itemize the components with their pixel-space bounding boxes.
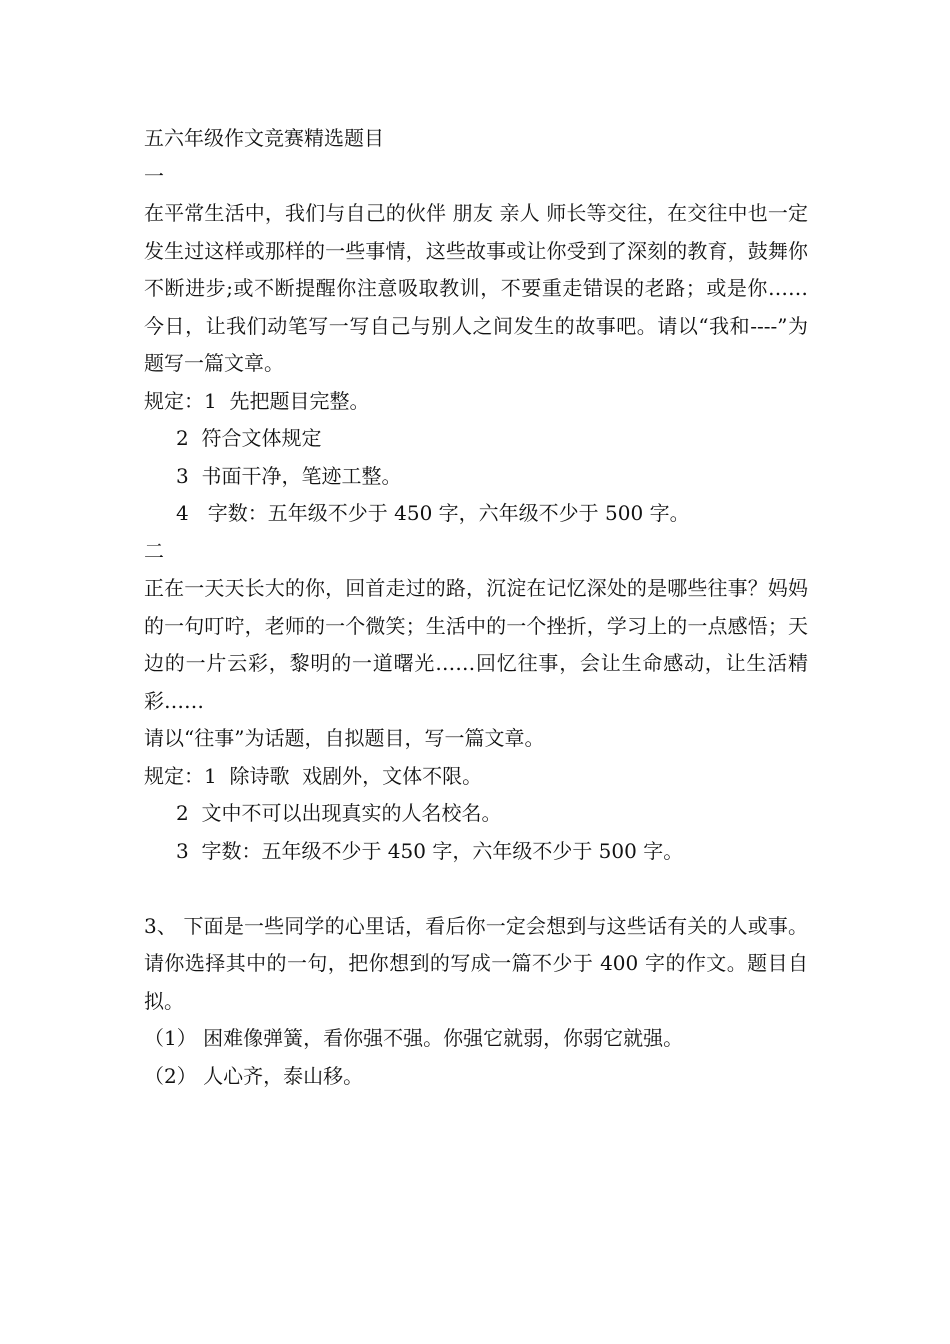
- section-2-rule-2: 2 文中不可以出现真实的人名校名。: [176, 801, 502, 825]
- section-1-rule-4: 4 字数：五年级不少于 450 字，六年级不少于 500 字。: [176, 501, 690, 525]
- section-2-body: 正在一天天长大的你，回首走过的路，沉淀在记忆深处的是哪些往事？妈妈的一句叮咛，老师的一个微笑；生活中的一个挫折，学习上的一点感悟；天边的一片云彩，黎明的一道曙光……回忆往事，会让生命感动，让生活精彩……: [144, 576, 808, 713]
- section-1-rule-1: 规定：1 先把题目完整。: [144, 388, 370, 413]
- section-1-rule-3: 3 书面干净，笔迹工整。: [176, 463, 402, 488]
- section-2-rule-3: 3 字数：五年级不少于 450 字，六年级不少于 500 字。: [176, 838, 684, 863]
- section-3-item-1: （1） 困难像弹簧，看你强不强。你强它就弱，你弱它就强。: [144, 1026, 684, 1050]
- section-1-rule-2: 2 符合文体规定: [176, 426, 322, 450]
- section-spacer: [144, 870, 808, 908]
- section-3-body: 3、 下面是一些同学的心里话，看后你一定会想到与这些话有关的人或事。请你选择其中的一句，把你想到的写成一篇不少于 400 字的作文。题目自拟。: [144, 913, 808, 1013]
- section-2-prompt: 请以“往事”为话题，自拟题目，写一篇文章。: [144, 726, 545, 750]
- section-1-number: 一: [144, 163, 164, 188]
- document-title: 五六年级作文竞赛精选题目: [144, 126, 384, 150]
- section-1-body: 在平常生活中，我们与自己的伙伴 朋友 亲人 师长等交往，在交往中也一定发生过这样或那样的一些事情，这些故事或让你受到了深刻的教育，鼓舞你不断进步;或不断提醒你注意吸取教训，不要重走错误的老路；或是你……今日，让我们动笔写一写自己与别人之间发生的故事吧。请以“我和----”为题写一篇文章。: [144, 201, 808, 375]
- section-2-number: 二: [144, 538, 164, 563]
- section-2-rule-1: 规定：1 除诗歌 戏剧外，文体不限。: [144, 763, 483, 788]
- section-3-item-2: （2） 人心齐，泰山移。: [144, 1063, 364, 1088]
- document-body: [144, 120, 808, 1095]
